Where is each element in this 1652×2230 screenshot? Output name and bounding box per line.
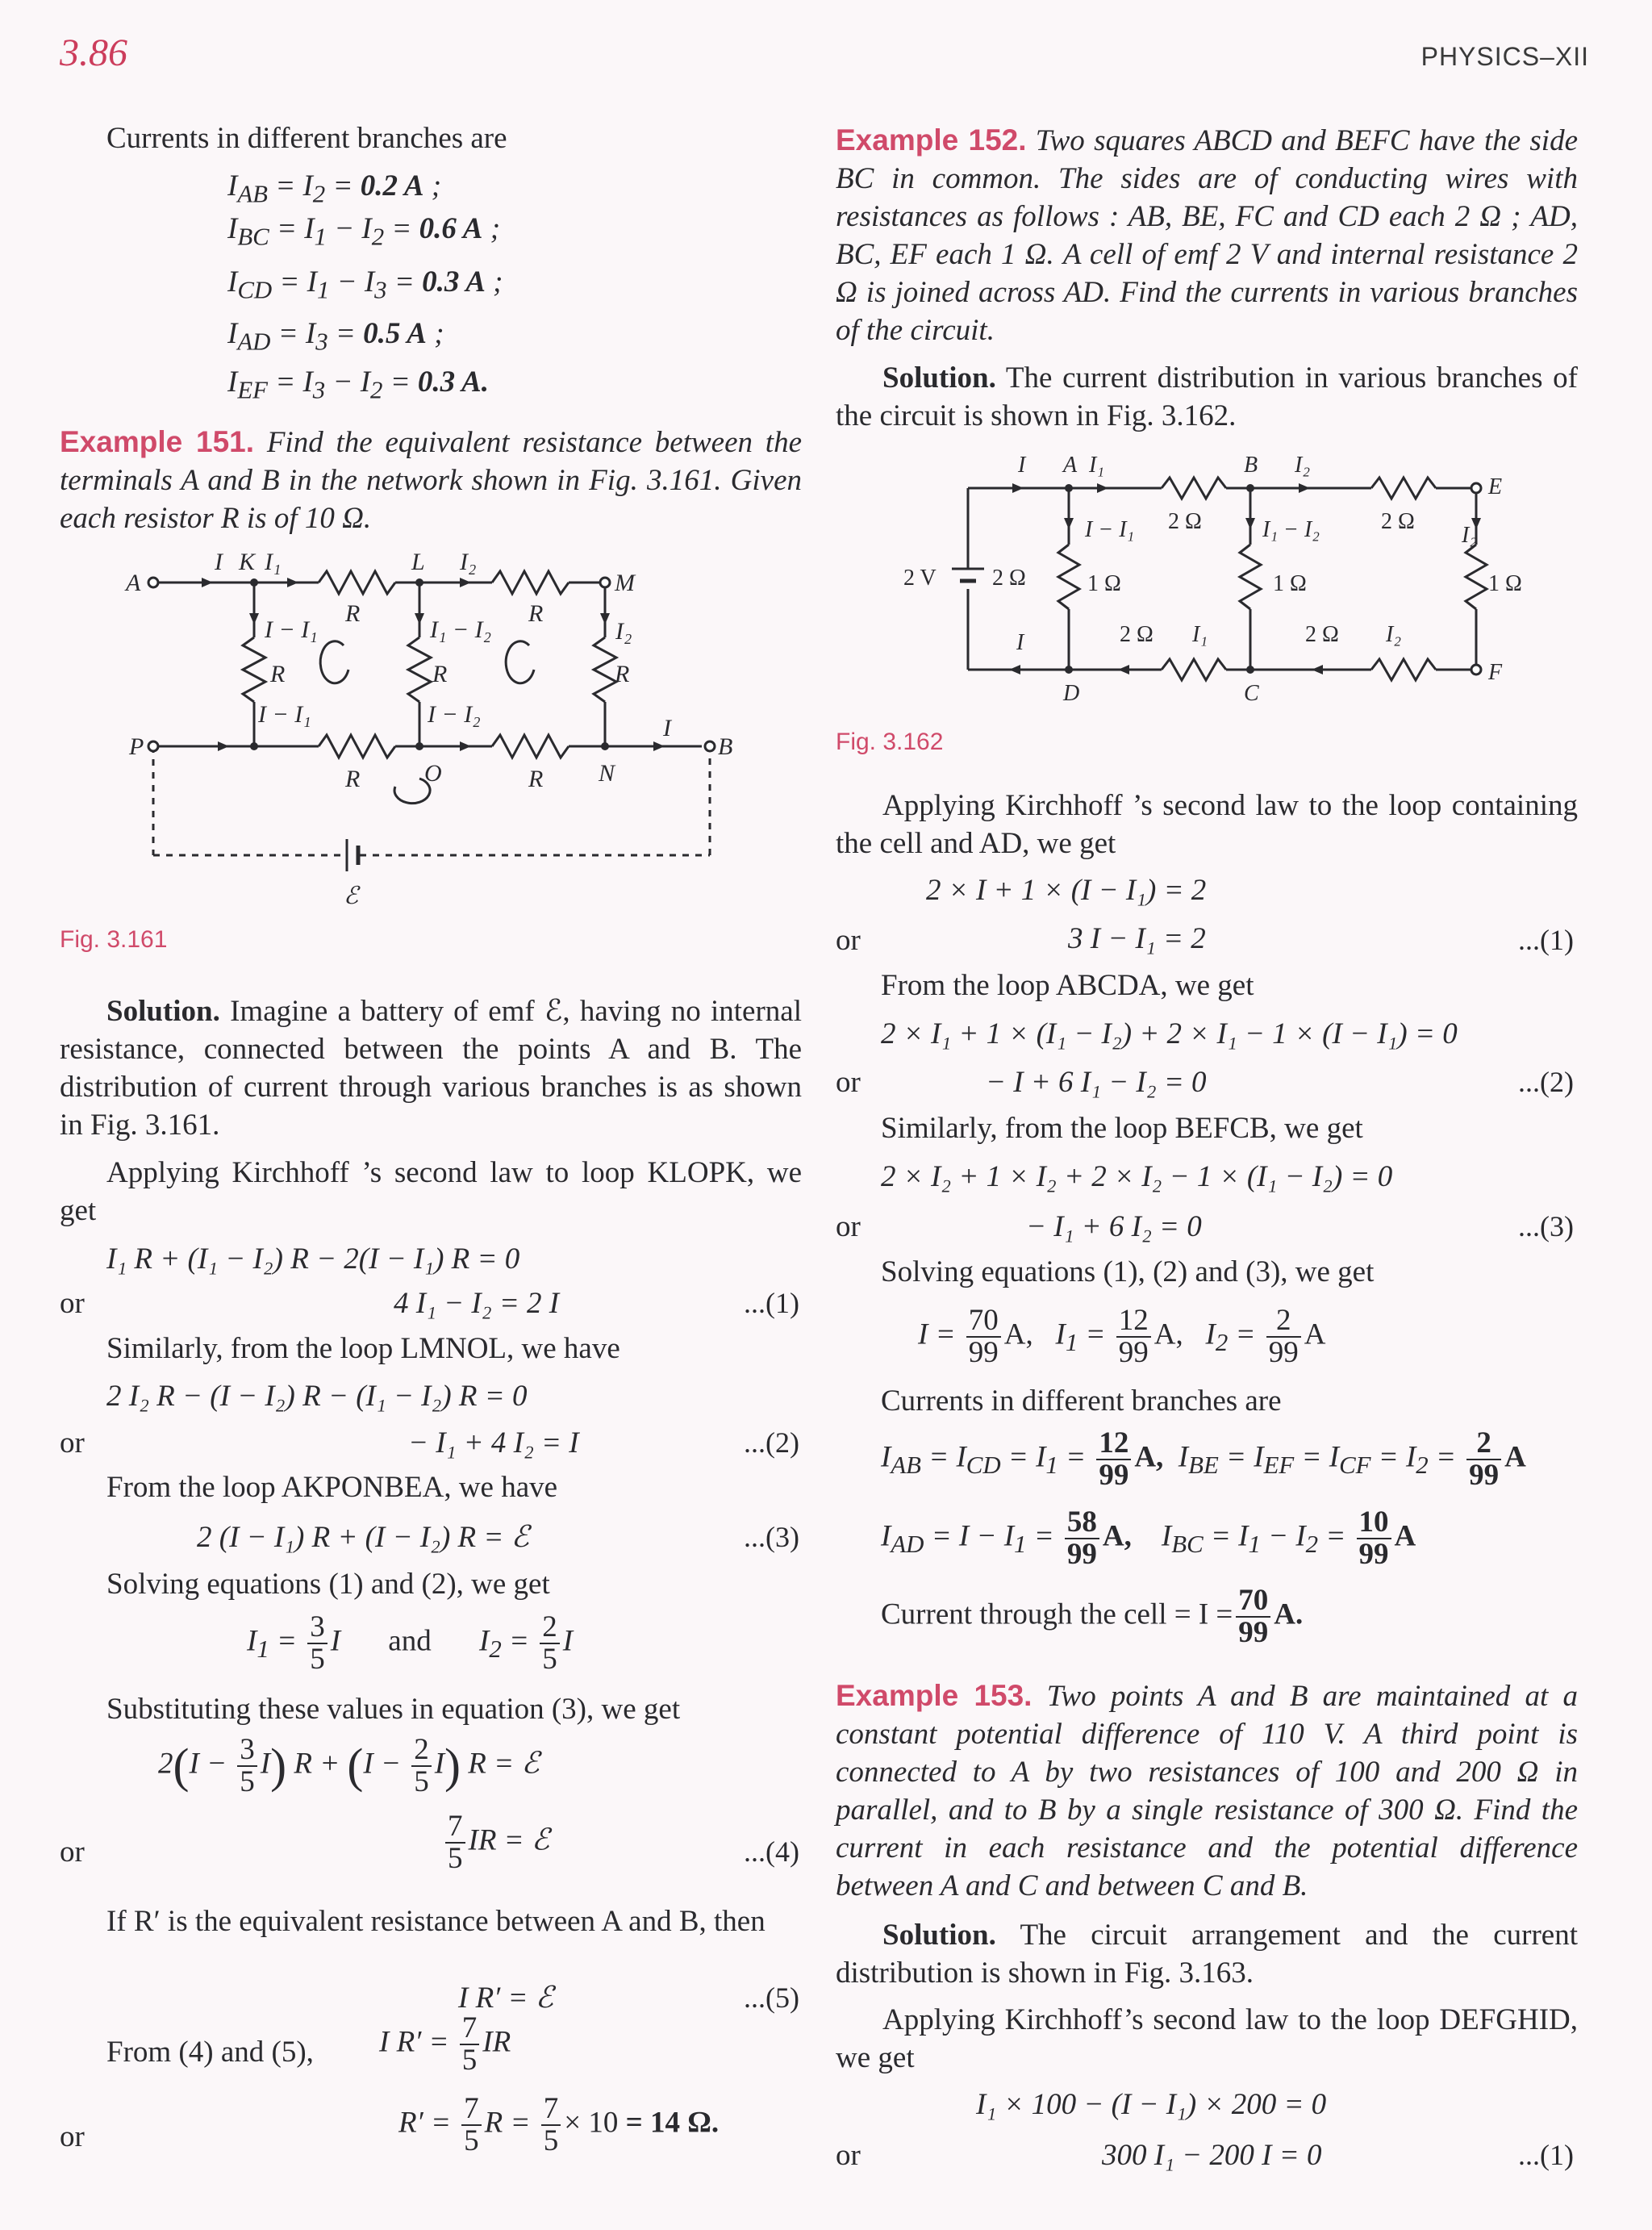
solution-151-text: Imagine a battery of emf ℰ, having no internal resistance, connected between the points A and B. The distribution of current through various branches is as shown in Fig. 3.161. [60, 995, 803, 1142]
svg-text:R: R [345, 600, 361, 627]
svg-text:1 Ω: 1 Ω [1087, 571, 1121, 596]
svg-text:2 Ω: 2 Ω [1168, 509, 1202, 534]
eq-r-prime-result: R′ = $\frac{7}{5}$ R = $\frac{7}{5}$ × 10 = 14 Ω. [398, 2092, 720, 2157]
current-cd: $I_{CD} = I_1 - I_3 = 0.3$ A ; [227, 265, 503, 304]
svg-text:R: R [615, 661, 630, 687]
eq-cell-loop: 2 × I + 1 × (I − I₁) = 2 [926, 874, 1207, 907]
current-ad: $I_{AD} = I_3 = 0.5$ A ; [227, 317, 444, 356]
svg-text:I: I [215, 549, 223, 575]
svg-text:K: K [239, 549, 256, 575]
svg-text:ℰ: ℰ [344, 883, 359, 909]
example-152 [836, 121, 1578, 349]
solution-currents: I = $\frac{70}{99}$ A, $I_1$ = $\frac{12}{99}$ A, $I_2$ = $\frac{2}{99}$ A [918, 1304, 1326, 1369]
solution-153-label: Solution. [882, 1919, 996, 1952]
branch-currents-2: $I_{AD} = I - I_1$ = $\frac{58}{99}$ A, $I_{BC} = I_1 - I_2$ = $\frac{10}{99}$ A [881, 1505, 1416, 1571]
svg-text:I₁ − I₂: I₁ − I₂ [430, 616, 492, 643]
eq-abcda: 2 × I₁ + 1 × (I₁ − I₂) + 2 × I₁ − 1 × (I − I₁) = 0 [881, 1017, 1458, 1050]
tag-3: ...(3) [744, 1521, 799, 1553]
svg-text:I₂: I₂ [1295, 453, 1311, 478]
svg-text:R: R [432, 661, 448, 687]
svg-text:I₁: I₁ [265, 549, 282, 575]
svg-text:A: A [1063, 453, 1078, 478]
from-4-5: From (4) and (5), [106, 2036, 314, 2069]
tag-2: ...(2) [744, 1426, 799, 1459]
currents-intro: Currents in different branches are [106, 122, 507, 155]
tag-r1: ...(1) [1518, 924, 1574, 956]
eq-1: 4 I₁ − I₂ = 2 I [394, 1287, 560, 1320]
figure-3-161-caption: Fig. 3.161 [60, 926, 168, 953]
svg-text:1 Ω: 1 Ω [1488, 571, 1522, 596]
svg-text:I₁: I₁ [1192, 622, 1208, 647]
loop-befcb: Similarly, from the loop BEFCB, we get [881, 1112, 1363, 1145]
eq-befcb: 2 × I₂ + 1 × I₂ + 2 × I₂ − 1 × (I₁ − I₂) = 0 [881, 1160, 1393, 1193]
solving-12: Solving equations (1) and (2), we get [106, 1568, 550, 1601]
svg-text:D: D [1063, 681, 1080, 706]
eq-5: I R′ = ℰ [458, 1982, 554, 2015]
svg-text:B: B [718, 733, 733, 760]
svg-text:N: N [599, 760, 615, 787]
solution-label: Solution. [106, 995, 220, 1028]
kirchhoff-defghid: Applying Kirchhoff’s second law to the loop DEFGHID, we get [836, 2003, 1578, 2074]
svg-text:2 Ω: 2 Ω [1120, 622, 1153, 647]
solution-151 [60, 992, 802, 1144]
loop-akponbea: From the loop AKPONBEA, we have [106, 1471, 558, 1504]
branches-intro: Currents in different branches are [881, 1384, 1282, 1418]
example-151-text: Find the equivalent resistance between the terminals A and B in the network shown in Fig. 3.161. Given each resistor R is of 10 Ω. [60, 426, 803, 535]
example-152-label: Example 152. [836, 123, 1027, 157]
tag-4: ...(4) [744, 1835, 799, 1868]
current-ef: $I_{EF} = I_3 - I_2 = 0.3$ A. [227, 365, 489, 404]
svg-text:R: R [528, 600, 544, 627]
svg-text:2 V: 2 V [903, 566, 937, 591]
eq-r3: − I₁ + 6 I₂ = 0 [1026, 1210, 1202, 1243]
eq-2: − I₁ + 4 I₂ = I [408, 1426, 579, 1460]
example-151-label: Example 151. [60, 425, 255, 458]
svg-text:I − I₁: I − I₁ [258, 701, 311, 728]
running-header: PHYSICS–XII [1420, 42, 1589, 71]
eq-defghid: I₁ × 100 − (I − I₁) × 200 = 0 [976, 2088, 1327, 2121]
figure-3-161 [121, 541, 750, 912]
eq-r-prime-ir: I R′ = $\frac{7}{5}$ IR [379, 2011, 511, 2077]
svg-text:C: C [1244, 681, 1259, 706]
substituting-line: Substituting these values in equation (3), we get [106, 1693, 681, 1726]
example-151 [60, 423, 802, 537]
svg-text:2 Ω: 2 Ω [1305, 622, 1339, 647]
eq-3: 2 (I − I₁) R + (I − I₂) R = ℰ [197, 1521, 530, 1554]
solution-152-text: The current distribution in various branches of the circuit is shown in Fig. 3.162. [836, 361, 1578, 432]
solution-153-text: The circuit arrangement and the current distribution is shown in Fig. 3.163. [836, 1919, 1578, 1990]
svg-text:I − I₂: I − I₂ [428, 701, 481, 728]
svg-text:2 Ω: 2 Ω [992, 566, 1026, 591]
svg-text:I₁ − I₂: I₁ − I₂ [1262, 517, 1320, 542]
example-153-text: Two points A and B are maintained at a constant potential difference of 110 V. A third point is connected to A by two resistances of 100 and 200 Ω in parallel, and to B by a single resistance of 300 Ω. Find the current in each resistance and the potential difference between A and C and between C and B. [836, 1680, 1579, 1902]
svg-text:2 Ω: 2 Ω [1381, 509, 1415, 534]
svg-text:I − I₁: I − I₁ [1085, 517, 1135, 542]
example-153-label: Example 153. [836, 1679, 1032, 1712]
svg-text:R: R [528, 766, 544, 792]
or-3: or [60, 1835, 85, 1869]
svg-text:1 Ω: 1 Ω [1273, 571, 1307, 596]
example-152-text: Two squares ABCD and BEFC have the side BC in common. The sides are of conducting wires with resistances as follows : AB, BE, FC and CD each 2 Ω ; AD, BC, EF each 1 Ω. A cell of emf 2 V and internal resistance 2 Ω is joined across AD. Find the currents in various branches of the circuit. [836, 124, 1579, 347]
eq-lmnol: 2 I₂ R − (I − I₂) R − (I₁ − I₂) R = 0 [106, 1380, 528, 1413]
solving-123: Solving equations (1), (2) and (3), we get [881, 1255, 1375, 1288]
current-ab: $I_{AB} = I_2 = 0.2$ A ; [227, 169, 442, 208]
svg-text:P: P [129, 733, 144, 760]
svg-text:I₂: I₂ [460, 549, 477, 575]
eq-4: $\frac{7}{5}$ IR = ℰ [442, 1811, 549, 1874]
svg-text:O: O [424, 760, 442, 787]
loop-abcda: From the loop ABCDA, we get [881, 969, 1254, 1002]
tag-1: ...(1) [744, 1287, 799, 1319]
svg-text:I₂: I₂ [615, 618, 632, 645]
or-1: or [60, 1287, 85, 1320]
tag-r4: ...(1) [1518, 2139, 1574, 2171]
or-r3: or [836, 1210, 861, 1243]
tag-5: ...(5) [744, 1982, 799, 2014]
svg-text:I₂: I₂ [1386, 622, 1402, 647]
or-r1: or [836, 924, 861, 957]
svg-text:F: F [1488, 660, 1503, 685]
solution-i1-i2: $I_1$ = $\frac{3}{5}$ I and $I_2$ = $\frac{2}{5}$ I [247, 1610, 574, 1676]
example-153 [836, 1677, 1578, 1905]
svg-text:A: A [126, 570, 141, 596]
solution-152 [836, 359, 1578, 435]
current-bc: $I_{BC} = I_1 - I_2 = 0.6$ A ; [227, 212, 501, 251]
svg-text:I: I [663, 715, 671, 741]
eq-r4: 300 I₁ − 200 I = 0 [1102, 2139, 1322, 2172]
kirchhoff-klopk: Applying Kirchhoff ’s second law to loop KLOPK, we get [60, 1156, 802, 1227]
or-r2: or [836, 1066, 861, 1099]
figure-3-162 [887, 444, 1522, 710]
branch-currents-1: $I_{AB} = I_{CD} = I_1$ = $\frac{12}{99}$ A, $I_{BE} = I_{EF} = I_{CF} = I_2$ = $\frac{2}{99}$ A [881, 1426, 1526, 1492]
solution-152-label: Solution. [882, 361, 996, 395]
eq-r2: − I + 6 I₁ − I₂ = 0 [986, 1066, 1207, 1099]
similarly-lmnol: Similarly, from the loop LMNOL, we have [106, 1332, 620, 1365]
tag-r2: ...(2) [1518, 1066, 1574, 1098]
svg-text:M: M [615, 570, 635, 596]
svg-text:I: I [1018, 453, 1026, 478]
if-r-prime: If R′ is the equivalent resistance between A and B, then [106, 1905, 766, 1938]
eq-klopk: I₁ R + (I₁ − I₂) R − 2(I − I₁) R = 0 [106, 1242, 520, 1276]
eq-r1: 3 I − I₁ = 2 [1068, 922, 1206, 955]
or-r4: or [836, 2139, 861, 2172]
or-4: or [60, 2120, 85, 2153]
svg-text:E: E [1488, 474, 1503, 499]
tag-r3: ...(3) [1518, 1210, 1574, 1242]
figure-3-162-caption: Fig. 3.162 [836, 729, 944, 755]
svg-text:I₂: I₂ [1462, 523, 1478, 548]
svg-text:R: R [270, 661, 286, 687]
svg-text:I: I [1016, 630, 1024, 655]
or-2: or [60, 1426, 85, 1460]
svg-text:B: B [1244, 453, 1258, 478]
svg-text:L: L [411, 549, 425, 575]
eq-substituted: 2(I − $\frac{3}{5}$ I) R + (I − $\frac{2}{5}$ I) R = ℰ [158, 1733, 540, 1798]
svg-text:I₁: I₁ [1089, 453, 1105, 478]
kirchhoff-cell-loop: Applying Kirchhoff ’s second law to the loop containing the cell and AD, we get [836, 789, 1578, 860]
svg-text:R: R [345, 766, 361, 792]
solution-153 [836, 1916, 1578, 1992]
cell-current: Current through the cell = I = $\frac{70}{99}$ A. [881, 1584, 1304, 1649]
page-number: 3.86 [60, 31, 127, 74]
svg-text:I − I₁: I − I₁ [265, 616, 318, 643]
